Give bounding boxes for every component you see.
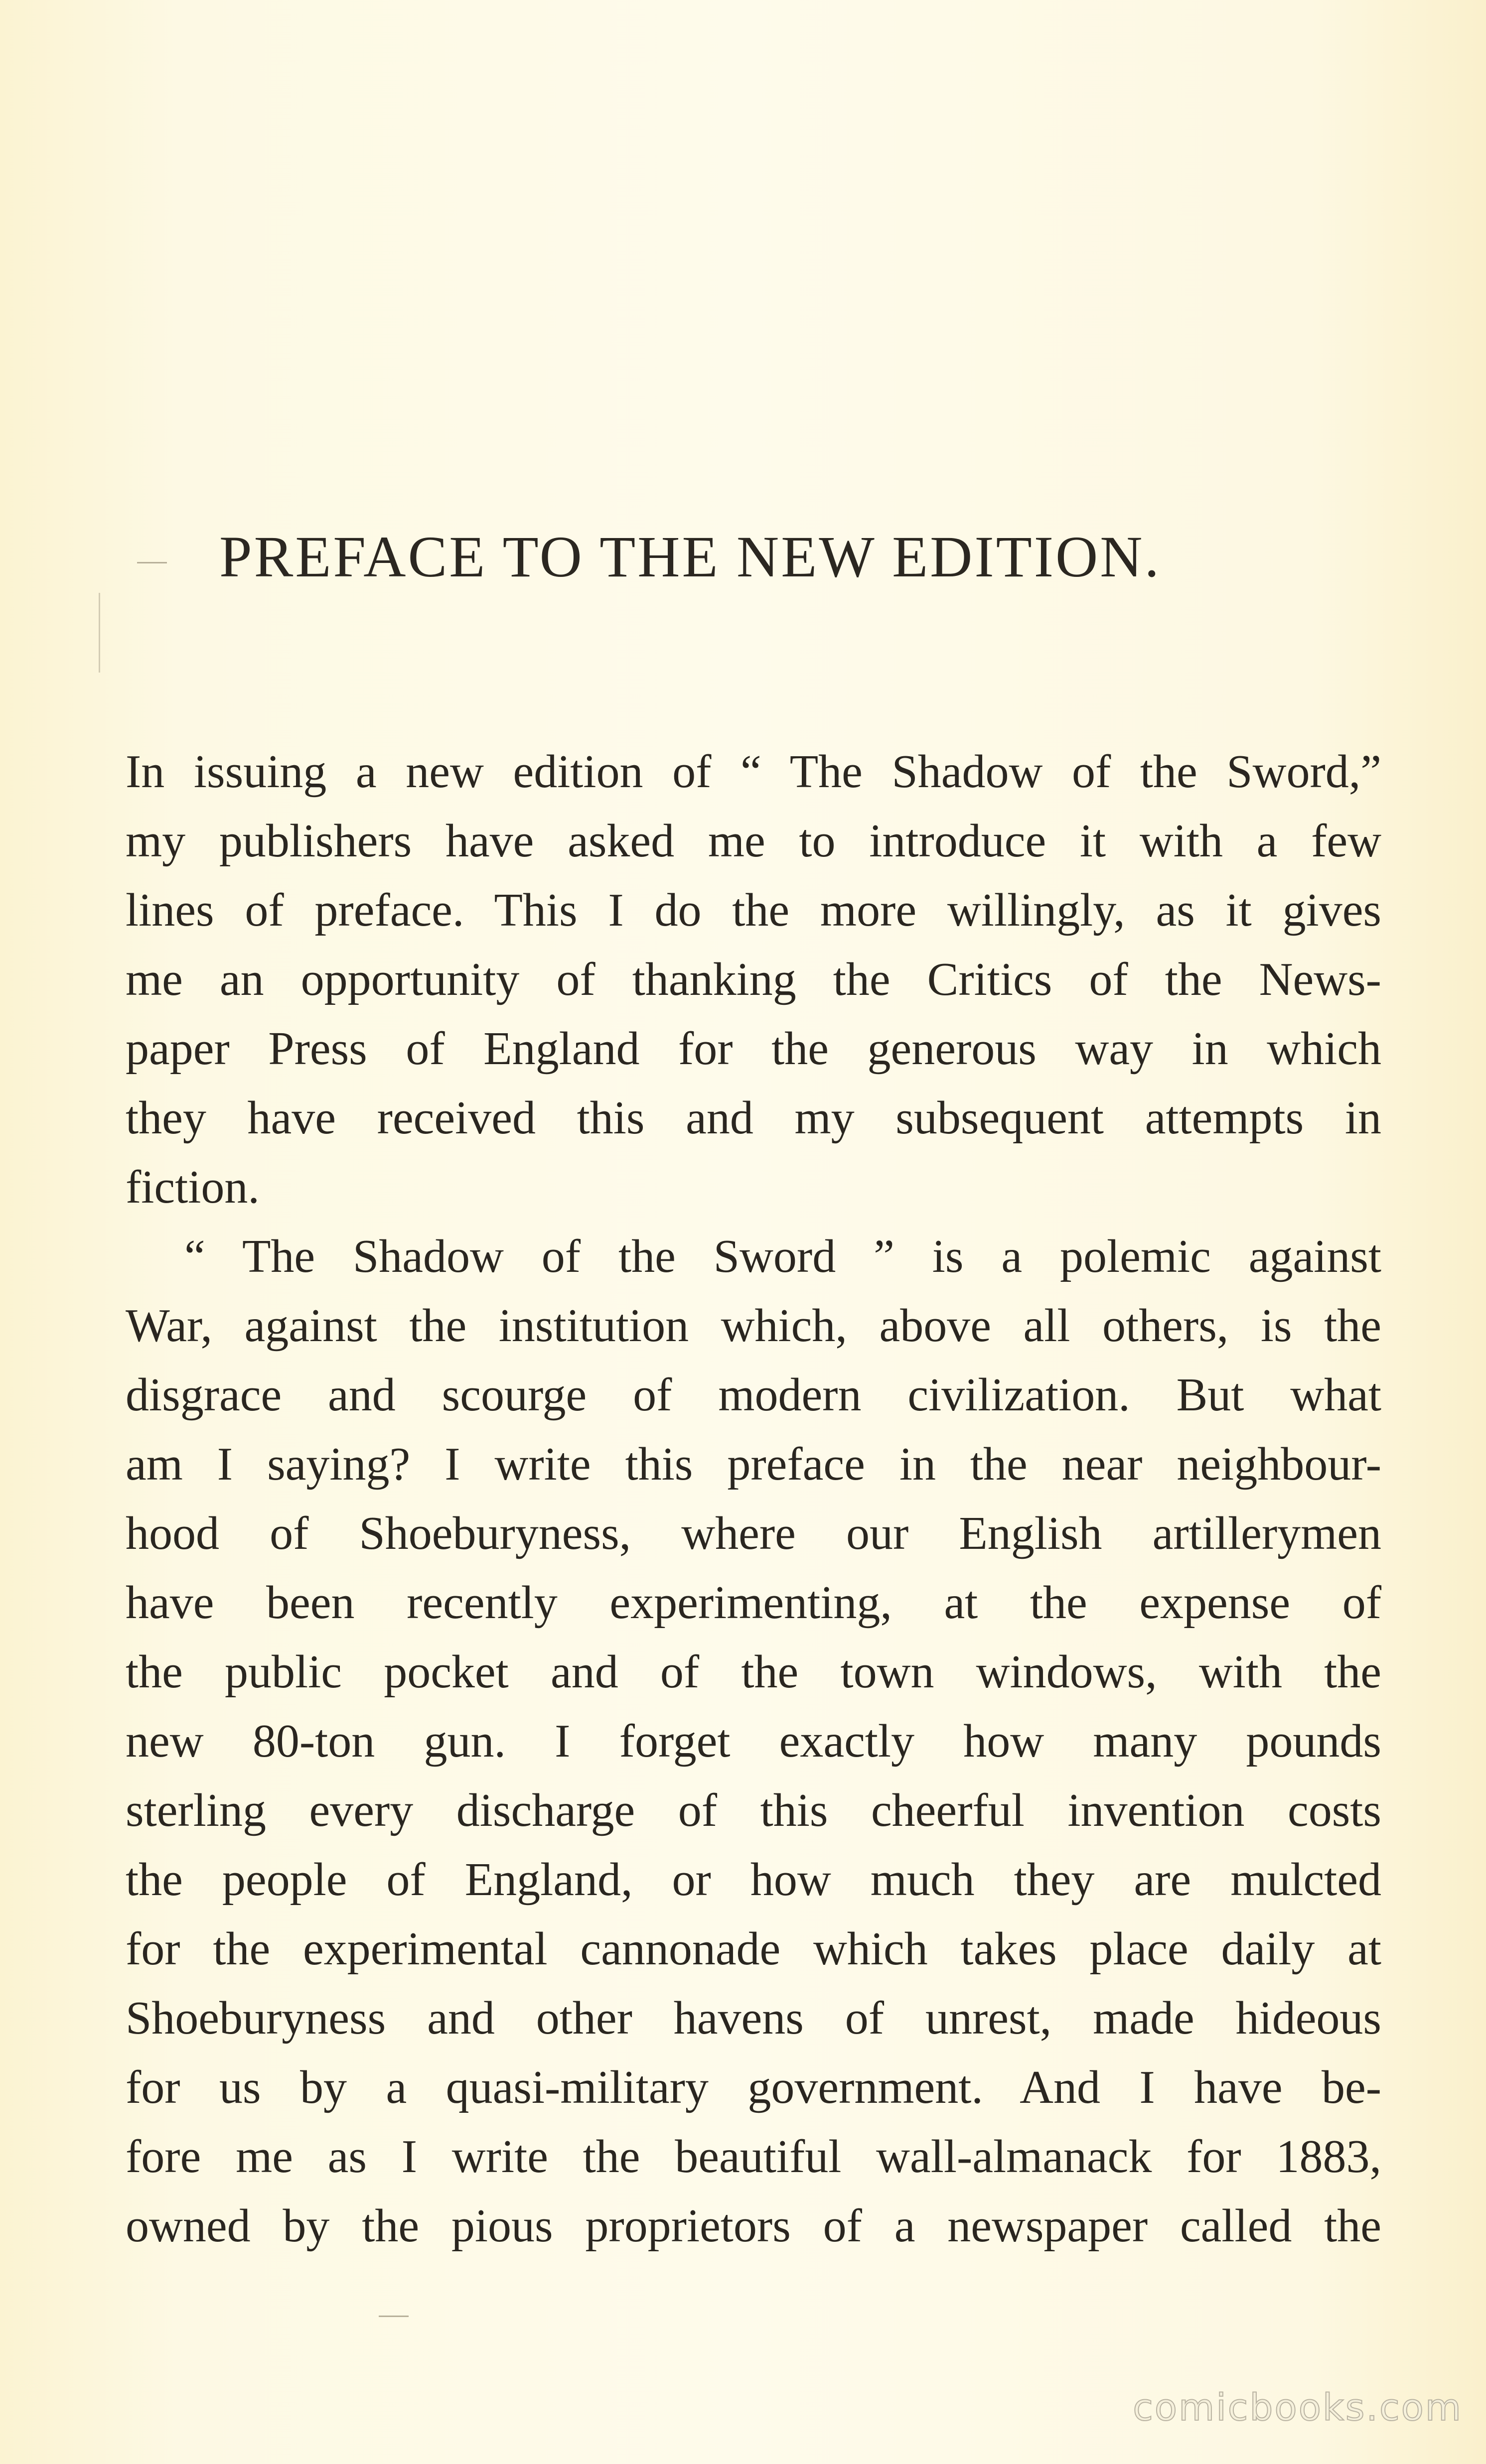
- text-line: fiction.: [126, 1161, 260, 1213]
- paragraph-2: [126, 1222, 1381, 2261]
- text-line: have been recently experimenting, at the expense of: [126, 1577, 1381, 1629]
- text-line: Shoeburyness and other havens of unrest, made hideous: [126, 1992, 1381, 2044]
- text-line: the public pocket and of the town windows, with the: [126, 1646, 1381, 1698]
- text-line: for the experimental cannonade which takes place daily at: [126, 1923, 1381, 1975]
- text-line: new 80-ton gun. I forget exactly how many pounds: [126, 1715, 1381, 1767]
- text-line: In issuing a new edition of “ The Shadow of the Sword,”: [126, 746, 1381, 798]
- text-line: fore me as I write the beautiful wall-almanack for 1883,: [126, 2131, 1381, 2183]
- text-line: “ The Shadow of the Sword ” is a polemic against: [184, 1231, 1381, 1282]
- text-line: owned by the pious proprietors of a newspaper called the: [126, 2200, 1381, 2252]
- paragraph-1: [126, 737, 1381, 1222]
- text-line: for us by a quasi-military government. And I have be-: [126, 2061, 1381, 2113]
- text-line: sterling every discharge of this cheerful invention costs: [126, 1784, 1381, 1836]
- text-line: me an opportunity of thanking the Critics of the News-: [126, 954, 1381, 1005]
- text-line: War, against the institution which, above all others, is the: [126, 1300, 1381, 1352]
- text-line: they have received this and my subsequent attempts in: [126, 1092, 1381, 1144]
- text-line: my publishers have asked me to introduce it with a few: [126, 815, 1381, 867]
- preface-body: [126, 737, 1381, 2261]
- margin-rule: [99, 593, 100, 673]
- text-line: lines of preface. This I do the more willingly, as it gives: [126, 884, 1381, 936]
- page-heading: PREFACE TO THE NEW EDITION.: [219, 524, 1161, 589]
- text-line: hood of Shoeburyness, where our English artillerymen: [126, 1507, 1381, 1559]
- text-line: am I saying? I write this preface in the near neighbour-: [126, 1438, 1381, 1490]
- text-line: the people of England, or how much they are mulcted: [126, 1854, 1381, 1906]
- text-line: paper Press of England for the generous way in which: [126, 1023, 1381, 1075]
- site-watermark: comicbooks.com: [1133, 2386, 1463, 2429]
- margin-dash: [137, 562, 167, 563]
- text-line: disgrace and scourge of modern civilization. But what: [126, 1369, 1381, 1421]
- footer-dash: [379, 2316, 409, 2317]
